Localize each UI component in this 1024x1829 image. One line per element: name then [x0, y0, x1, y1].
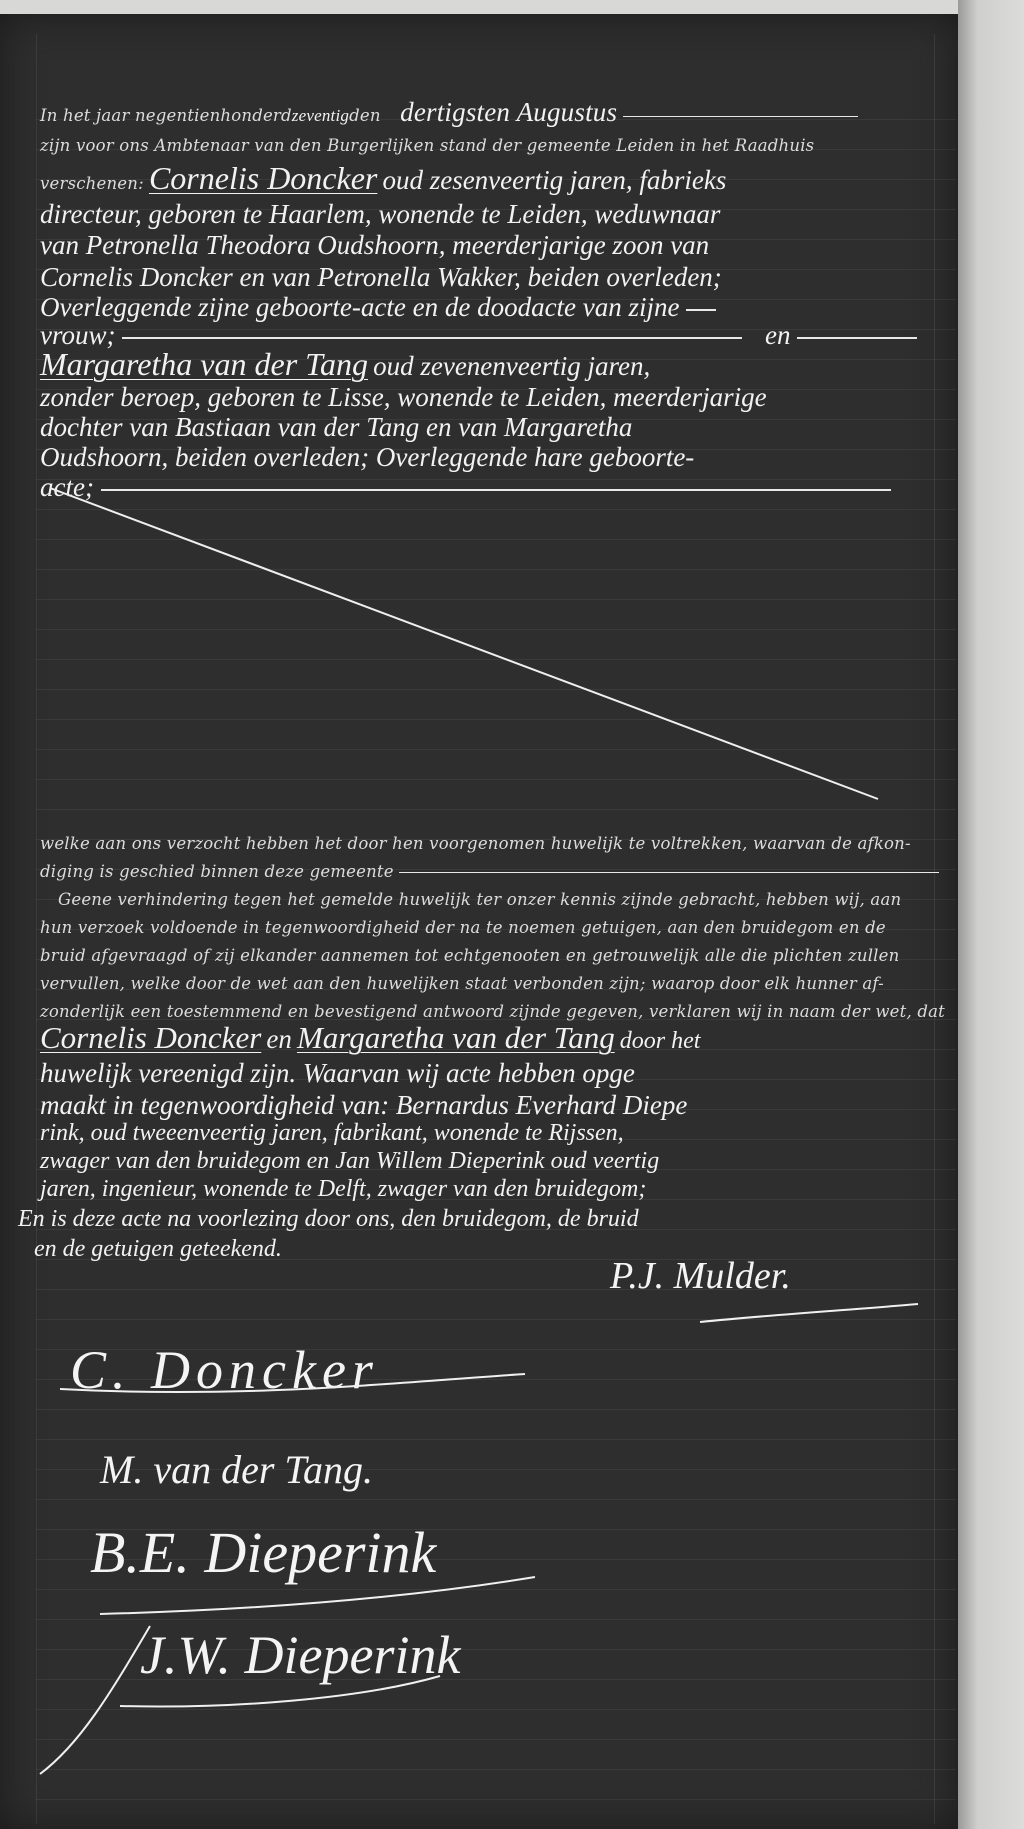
body-line-7: zonderlijk een toestemmend en bevestigend antwoord zijnde gegeven, verklaren wij in naam der wet, dat — [40, 1002, 945, 1021]
body-line-3: Geene verhindering tegen het gemelde huwelijk ter onzer kennis zijnde gebracht, hebben wij, aan — [58, 890, 902, 909]
groom-line-4: Cornelis Doncker en van Petronella Wakker, beiden overleden; — [40, 262, 722, 292]
declaration-line-1: Cornelis Doncker en Margaretha van der Tang door het — [40, 1020, 701, 1055]
groom-line-3: van Petronella Theodora Oudshoorn, meerderjarige zoon van — [40, 230, 710, 260]
scan-right-border — [958, 0, 1024, 1829]
register-page — [0, 14, 958, 1829]
bride-signature: M. van der Tang. — [100, 1447, 373, 1492]
bride-line-2: zonder beroep, geboren te Lisse, wonende te Leiden, meerderjarige — [40, 382, 767, 412]
groom-name: Cornelis Doncker — [148, 160, 378, 196]
witness-2-signature-flourish — [40, 1626, 150, 1774]
header-line-2: zijn voor ons Ambtenaar van den Burgerlijken stand der gemeente Leiden in het Raadhuis — [40, 136, 815, 155]
groom-line-6: vrouw; en — [40, 320, 917, 351]
cancellation-diagonal-stroke — [50, 488, 878, 799]
declaration-line-5: zwager van den bruidegom en Jan Willem Dieperink oud veertig — [40, 1148, 660, 1174]
declaration-line-7: En is deze acte na voorlezing door ons, den bruidegom, de bruid — [18, 1206, 639, 1232]
official-signature-underline — [700, 1304, 918, 1322]
bride-line-5: acte; — [40, 472, 891, 503]
groom-line-5: Overleggende zijne geboorte-acte en de doodacte van zijne — [40, 292, 716, 323]
bride-line-3: dochter van Bastiaan van der Tang en van Margaretha — [40, 412, 633, 442]
declaration-line-3: maakt in tegenwoordigheid van: Bernardus Everhard Diepe — [40, 1090, 688, 1120]
declaration-line-4: rink, oud tweeenveertig jaren, fabrikant, wonende te Rijssen, — [40, 1120, 624, 1146]
body-line-1: welke aan ons verzocht hebben het door hen voorgenomen huwelijk te voltrekken, waarvan de afkon- — [40, 834, 911, 853]
witness-1-signature-underline — [100, 1577, 535, 1614]
groom-line-2: directeur, geboren te Haarlem, wonende te Leiden, weduwnaar — [40, 199, 721, 229]
bride-name: Margaretha van der Tang — [40, 346, 368, 382]
body-line-2: diging is geschied binnen deze gemeente — [40, 862, 939, 881]
marriage-date: dertigsten Augustus — [400, 97, 618, 127]
header-line-1: In het jaar negentienhonderdzeventigden dertigsten Augustus — [40, 97, 858, 128]
declaration-line-8: en de getuigen geteekend. — [34, 1236, 282, 1262]
declaration-line-2: huwelijk vereenigd zijn. Waarvan wij acte hebben opge — [40, 1058, 635, 1088]
body-line-5: bruid afgevraagd of zij elkander aannemen tot echtgenooten en getrouwelijk alle die plichten zullen — [40, 946, 900, 965]
pen-strokes — [0, 14, 958, 1829]
witness-2-signature-underline — [120, 1676, 440, 1707]
declaration-line-6: jaren, ingenieur, wonende te Delft, zwager van den bruidegom; — [40, 1176, 647, 1202]
bride-line-4: Oudshoorn, beiden overleden; Overleggende hare geboorte- — [40, 442, 695, 472]
groom-signature: C. Doncker — [70, 1340, 379, 1400]
witness-2-signature: J.W. Dieperink — [140, 1625, 461, 1685]
official-signature: P.J. Mulder. — [610, 1255, 791, 1297]
scan-top-border — [0, 0, 1024, 14]
groom-line-1: verschenen: Cornelis Doncker oud zesenveertig jaren, fabrieks — [40, 160, 727, 196]
witness-1-signature: B.E. Dieperink — [90, 1520, 437, 1585]
groom-signature-underline — [60, 1374, 525, 1392]
bride-line-1: Margaretha van der Tang oud zevenenveertig jaren, — [40, 346, 651, 382]
body-line-6: vervullen, welke door de wet aan den huwelijken staat verbonden zijn; waarop door elk hunner af- — [40, 974, 884, 993]
body-line-4: hun verzoek voldoende in tegenwoordigheid der na te noemen getuigen, aan den bruidegom en de — [40, 918, 886, 937]
